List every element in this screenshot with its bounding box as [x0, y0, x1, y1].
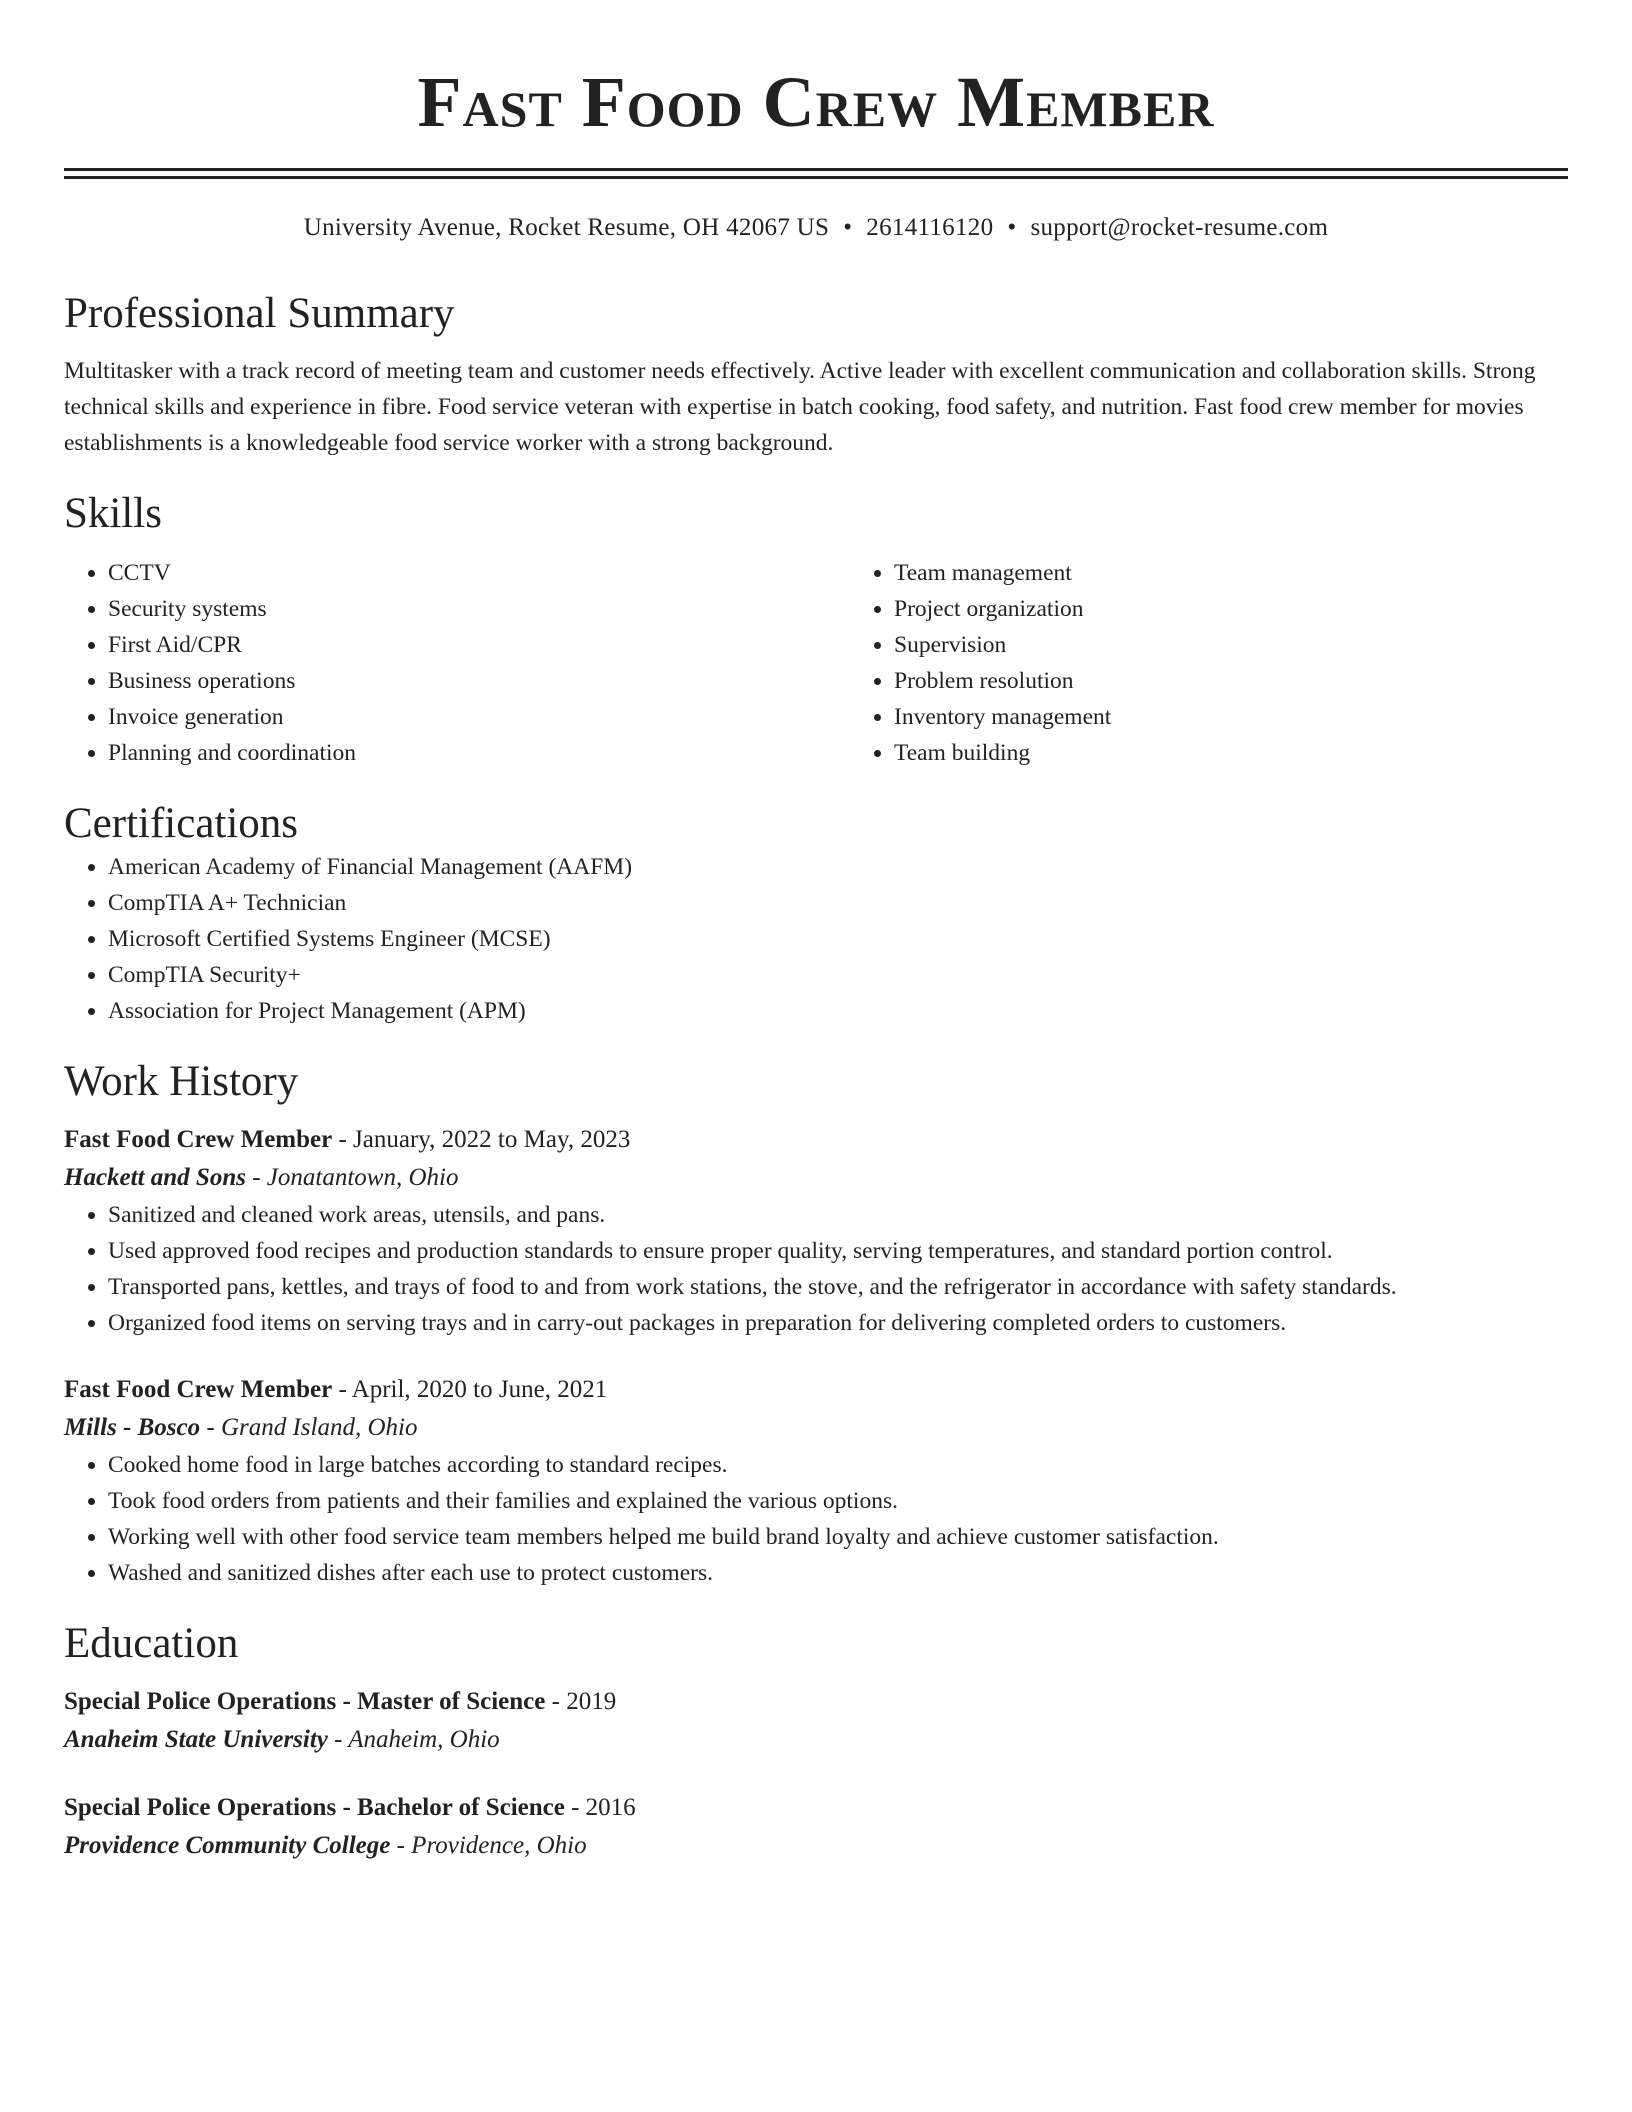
education-entry — [64, 1789, 1568, 1865]
job-location: - Jonatantown, Ohio — [245, 1164, 459, 1191]
skill-item: • Inventory management — [894, 699, 1632, 735]
skills-list-right — [850, 555, 1632, 771]
job-duty: • Took food orders from patients and their families and explained the various options. — [108, 1483, 1568, 1519]
contact-phone: 2614116120 — [866, 214, 994, 241]
job-duty: • Transported pans, kettles, and trays of food to and from work stations, the stove, and the refrigerator in accordance with safety standards. — [108, 1269, 1568, 1305]
skill-item: • Business operations — [108, 663, 850, 699]
education-location: - Anaheim, Ohio — [327, 1726, 500, 1753]
job-duties — [64, 1197, 1568, 1341]
job-entry — [64, 1371, 1568, 1591]
summary-section — [64, 289, 1568, 461]
job-company: Mills - Bosco — [64, 1414, 201, 1441]
skill-item: • Invoice generation — [108, 699, 850, 735]
job-entry — [64, 1121, 1568, 1341]
skill-item: • Planning and coordination — [108, 735, 850, 771]
skill-item: • Supervision — [894, 627, 1632, 663]
job-duty: • Washed and sanitized dishes after each use to protect customers. — [108, 1555, 1568, 1591]
contact-address: University Avenue, Rocket Resume, OH 42067 US — [303, 214, 830, 241]
job-employer — [64, 1159, 1568, 1197]
job-employer — [64, 1409, 1568, 1447]
education-school: Anaheim State University — [64, 1726, 328, 1753]
education-school-line — [64, 1827, 1568, 1865]
summary-heading: Professional Summary — [64, 290, 455, 337]
job-duty: • Working well with other food service team members helped me build brand loyalty and achieve customer satisfaction. — [108, 1519, 1568, 1555]
job-duty: • Sanitized and cleaned work areas, utensils, and pans. — [108, 1197, 1568, 1233]
education-heading-line — [64, 1683, 1568, 1721]
job-duty: • Cooked home food in large batches according to standard recipes. — [108, 1447, 1568, 1483]
skill-item: • Project organization — [894, 591, 1632, 627]
certification-item: • CompTIA Security+ — [108, 957, 1568, 993]
certification-item: • American Academy of Financial Management (AAFM) — [108, 849, 1568, 885]
job-duty: • Organized food items on serving trays and in carry-out packages in preparation for delivering completed orders to customers. — [108, 1305, 1568, 1341]
certification-item: • Microsoft Certified Systems Engineer (MCSE) — [108, 921, 1568, 957]
education-section — [64, 1619, 1568, 1865]
title-divider — [64, 168, 1568, 179]
certification-item: • Association for Project Management (APM) — [108, 993, 1568, 1029]
education-heading-line — [64, 1789, 1568, 1827]
job-title: Fast Food Crew Member — [64, 1126, 333, 1153]
skill-item: • Team building — [894, 735, 1632, 771]
skill-item: • Security systems — [108, 591, 850, 627]
education-heading: Education — [64, 1620, 239, 1667]
education-entry — [64, 1683, 1568, 1759]
education-school: Providence Community College — [64, 1832, 391, 1859]
skills-section — [64, 489, 1568, 771]
education-year: - 2016 — [564, 1794, 636, 1821]
job-company: Hackett and Sons — [64, 1164, 246, 1191]
page-title: Fast Food Crew Member — [417, 62, 1215, 142]
job-dates: - January, 2022 to May, 2023 — [332, 1126, 631, 1153]
skills-list-left — [64, 555, 850, 771]
skill-item: • First Aid/CPR — [108, 627, 850, 663]
job-heading — [64, 1121, 1568, 1159]
work-history-section — [64, 1057, 1568, 1591]
job-heading — [64, 1371, 1568, 1409]
work-history-heading: Work History — [64, 1058, 299, 1105]
job-location: - Grand Island, Ohio — [200, 1414, 418, 1441]
summary-text: Multitasker with a track record of meeting team and customer needs effectively. Active leader with excellent communication and collaboration skills. Strong technical skills and experience in fibre. Food service veteran with expertise in batch cooking, food safety, and nutrition. Fast food crew member for movies establishments is a knowledgeable food service worker with a strong background. — [64, 358, 1536, 456]
education-degree: Special Police Operations - Master of Science — [64, 1688, 546, 1715]
contact-separator: • — [843, 214, 853, 241]
certifications-heading: Certifications — [64, 800, 299, 847]
contact-line — [64, 211, 1568, 245]
contact-email: support@rocket-resume.com — [1030, 214, 1329, 241]
job-duty: • Used approved food recipes and production standards to ensure proper quality, serving temperatures, and standard portion control. — [108, 1233, 1568, 1269]
job-title: Fast Food Crew Member — [64, 1376, 333, 1403]
education-year: - 2019 — [545, 1688, 617, 1715]
certifications-section — [64, 799, 1568, 1029]
skills-heading: Skills — [64, 490, 162, 537]
skill-item: • Problem resolution — [894, 663, 1632, 699]
skills-columns — [64, 555, 1568, 771]
education-location: - Providence, Ohio — [390, 1832, 587, 1859]
education-school-line — [64, 1721, 1568, 1759]
skill-item: • Team management — [894, 555, 1632, 591]
job-duties — [64, 1447, 1568, 1591]
job-dates: - April, 2020 to June, 2021 — [332, 1376, 608, 1403]
contact-separator: • — [1007, 214, 1017, 241]
education-degree: Special Police Operations - Bachelor of Science — [64, 1794, 565, 1821]
skill-item: • CCTV — [108, 555, 850, 591]
certification-item: • CompTIA A+ Technician — [108, 885, 1568, 921]
certifications-list — [64, 849, 1568, 1029]
